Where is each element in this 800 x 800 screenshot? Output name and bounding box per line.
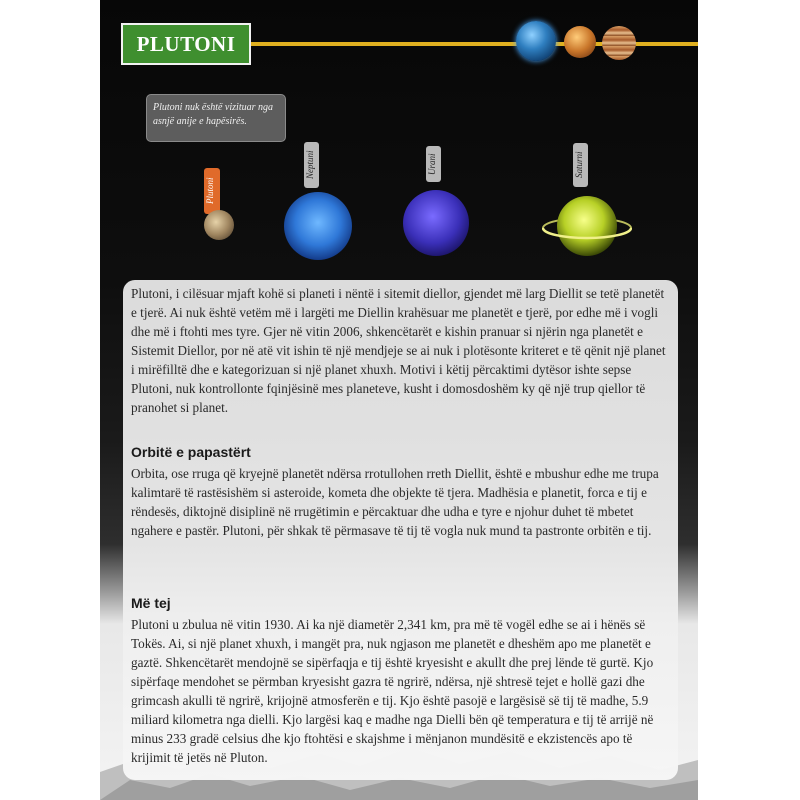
header-planet-icons	[512, 19, 670, 61]
neptune-label: Neptuni	[304, 142, 319, 188]
title-box	[121, 23, 251, 65]
pluto-label: Plutoni	[204, 168, 220, 214]
page-title: PLUTONI	[136, 32, 236, 56]
book-page	[100, 0, 698, 800]
text-panel	[123, 280, 678, 780]
section-heading-more: Më tej	[131, 595, 171, 611]
neptune-planet	[284, 192, 352, 260]
orbit-paragraph: Orbita, ose rruga që kryejnë planetët ndërsa rrotullohen rreth Diellit, është e mbushur edhe me trupa kalimtarë të rastësishëm si asteroide, kometa dhe objekte të tjera. Madhësia e planetit, forca e tij e rëndesës, diktojnë disiplinë në rrugëtimin e përcaktuar dhe udha e tyre e njohur duhet të mbetet ngahere e pastër. Plutoni, për shkak të përmasave të tij të vogla nuk mund ta pastronte orbitën e tij.	[131, 466, 659, 538]
pluto-planet	[204, 210, 234, 240]
uranus-planet	[403, 190, 469, 256]
saturn-label: Saturni	[573, 143, 588, 187]
more-paragraph: Plutoni u zbulua në vitin 1930. Ai ka një diametër 2,341 km, pra më të vogël edhe se ai i hënës së Tokës. Ai, si një planet xhuxh, i mangët pra, nuk ngjason me planetët e dheshëm apo me planetët e gaztë. Shkencëtarët mendojnë se sipërfaqja e tij është kryesisht e akullt dhe prej lënde të gurtë. Kjo sipërfaqe mendohet se përmban kryesisht gazra të ngrirë, ndërsa, një shtresë tejet e hollë gazi dhe grimcash akulli të ngrirë, krijojnë atmosferën e tij. Kjo është pasojë e largësisë së tij të madhe, 5.9 miliard kilometra nga dielli. Kjo largësi kaq e madhe nga Dielli bën që temperatura e tij të arrijë në minus 233 gradë celsius dhe kjo ftohtësi e skajshme i mënjanon mundësitë e ekzistencës apo të krijimit të jetës në Pluton.	[131, 617, 654, 765]
earth-icon	[516, 21, 556, 61]
saturn-planet	[542, 186, 632, 266]
section-heading-orbit: Orbitë e papastërt	[131, 444, 251, 460]
mars-icon	[564, 26, 596, 58]
uranus-label: Urani	[426, 146, 441, 182]
note-box: Plutoni nuk është vizituar nga asnjë anije e hapësirës.	[146, 94, 286, 142]
intro-paragraph: Plutoni, i cilësuar mjaft kohë si planeti i nëntë i sitemit diellor, gjendet më larg Diellit se tetë planetët e tjerë. Ai nuk është vetëm më i largëti me Diellin krahësuar me planetët e tjerë, por edhe më i vogli dhe më i ftohti mes tyre. Gjer në vitin 2006, shkencëtarët e kishin pranuar si njërin nga planetët e Sistemit Diellor, por në atë vit ishin të një mendjeje se ai nuk i plotësonte kriteret e të qënit një planet i mirëfilltë dhe e kategorizuan si një planet xhuxh. Motivi i këtij përcaktimi dytësor ishte sepse Plutoni, nuk kontrollonte fqinjësinë mes planeteve, kusht i domosdoshëm ky që një trup qiellor të pranohet si planet.	[131, 286, 666, 415]
jupiter-icon	[602, 26, 636, 60]
